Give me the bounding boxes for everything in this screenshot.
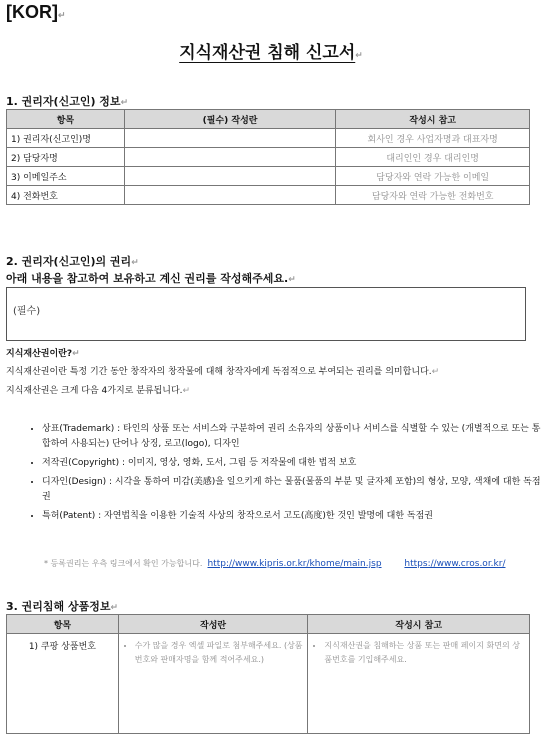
- infringing-product-table: [6, 614, 530, 734]
- definition-title: 지식재산권이란?↵: [6, 349, 80, 359]
- product-number-input-cell[interactable]: [118, 634, 308, 734]
- column-header: 작성시 참고: [336, 110, 530, 129]
- input-cell[interactable]: [124, 186, 336, 205]
- column-header: 작성시 참고: [308, 615, 530, 634]
- row-label: 3) 이메일주소: [7, 167, 125, 186]
- table-header-row: [7, 615, 530, 634]
- cros-link[interactable]: https://www.cros.or.kr/: [404, 559, 506, 569]
- list-item: • 수가 많을 경우 엑셀 파일로 첨부해주세요. (상품 번호와 판매자명을 함께 적어주세요.): [135, 639, 304, 667]
- hint-cell: 대리인인 경우 대리인명: [336, 148, 530, 167]
- list-item: • 저작권(Copyright) : 이미지, 영상, 영화, 도서, 그림 등 저작물에 대한 법적 보호: [42, 456, 542, 471]
- list-item: • 지식재산권을 침해하는 상품 또는 판매 페이지 화면의 상품번호를 기입해주세요.: [324, 639, 525, 667]
- input-cell[interactable]: [124, 167, 336, 186]
- section3-heading: 3. 권리침해 상품정보↵: [6, 600, 119, 613]
- list-item: • 특허(Patent) : 자연법칙을 이용한 기술적 사상의 창작으로서 고도(高度)한 것인 발명에 대한 독점권: [42, 509, 542, 524]
- table-row: [7, 148, 530, 167]
- row-label: 1) 쿠팡 상품번호: [7, 634, 119, 734]
- section2-subheading: 아래 내용을 참고하여 보유하고 계신 권리를 작성해주세요.↵: [6, 272, 296, 285]
- table-row: [7, 167, 530, 186]
- value-hint-list: [123, 639, 304, 667]
- row-label: 1) 권리자(신고인)명: [7, 129, 125, 148]
- table-row: [7, 634, 530, 734]
- definition-line-1: 지식재산권이란 특정 기간 동안 창작자의 창작물에 대해 창작자에게 독점적으로 부여되는 권리를 의미합니다.↵: [6, 367, 440, 377]
- document-title: 지식재산권 침해 신고서↵: [179, 43, 363, 63]
- language-label: [KOR]↵: [6, 2, 66, 22]
- section1-heading: 1. 권리자(신고인) 정보↵: [6, 95, 129, 108]
- section2-heading: 2. 권리자(신고인)의 권리↵: [6, 255, 139, 268]
- table-row: [7, 186, 530, 205]
- column-header: (필수) 작성란: [124, 110, 336, 129]
- hint-cell: 회사인 경우 사업자명과 대표자명: [336, 129, 530, 148]
- input-cell[interactable]: [124, 129, 336, 148]
- reference-cell: [308, 634, 530, 734]
- row-label: 2) 담당자명: [7, 148, 125, 167]
- registration-note: * 등록권리는 우측 링크에서 확인 가능합니다. http://www.kipris.or.kr/khome/main.jsp https://www.cros.or.kr/: [44, 559, 506, 569]
- hint-cell: 담당자와 연락 가능한 전화번호: [336, 186, 530, 205]
- hint-cell: 담당자와 연락 가능한 이메일: [336, 167, 530, 186]
- table-row: [7, 129, 530, 148]
- table-header-row: [7, 110, 530, 129]
- list-item: • 디자인(Design) : 시각을 통하여 미감(美感)을 일으키게 하는 물품(물품의 부분 및 글자체 포함)의 형상, 모양, 색채에 대한 독점권: [42, 475, 542, 505]
- reference-hint-list: [312, 639, 525, 667]
- list-item: • 상표(Trademark) : 타인의 상품 또는 서비스와 구분하여 권리 소유자의 상품이나 서비스를 식별할 수 있는 (개별적으로 또는 통합하여 사용되는) 단어나 상징, 로고(logo), 디자인: [42, 422, 542, 452]
- kipris-link[interactable]: http://www.kipris.or.kr/khome/main.jsp: [207, 559, 382, 569]
- rights-type-list: [22, 422, 542, 528]
- column-header: 작성란: [118, 615, 308, 634]
- row-label: 4) 전화번호: [7, 186, 125, 205]
- column-header: 항목: [7, 110, 125, 129]
- rights-holder-table: [6, 109, 530, 205]
- definition-line-2: 지식재산권은 크게 다음 4가지로 분류됩니다.↵: [6, 386, 191, 396]
- input-cell[interactable]: [124, 148, 336, 167]
- column-header: 항목: [7, 615, 119, 634]
- rights-input-box[interactable]: (필수): [6, 287, 526, 341]
